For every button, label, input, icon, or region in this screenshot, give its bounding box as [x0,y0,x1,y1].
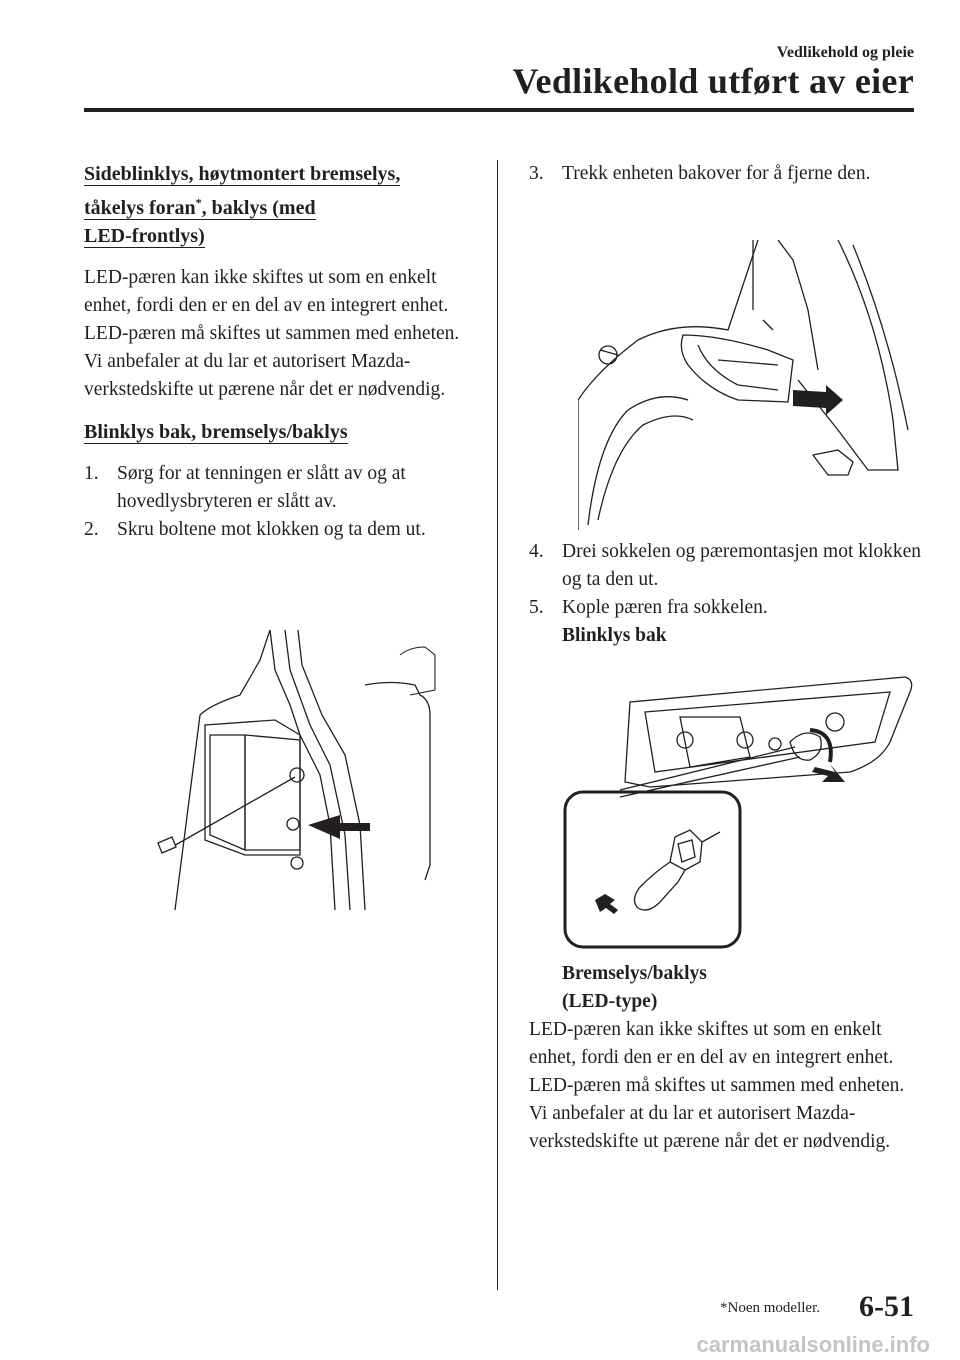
section-label: Vedlikehold og pleie [776,44,914,61]
page-title: Vedlikehold utført av eier [512,61,914,101]
watermark: carmanualsonline.info [696,1332,930,1357]
footnote: *Noen modeller. [720,1300,820,1316]
body-paragraph: LED-pæren må skiftes ut sammen med enheten. Vi anbefaler at du lar et autorisert Mazda-verkstedskifte ut pærene når det er nødvendig. [84,322,460,400]
left-column [84,160,474,544]
body-paragraph: LED-pæren kan ikke skiftes ut som en enkelt enhet, fordi den er en del av en integrert enhet. [529,1019,894,1068]
page-number: 6-51 [859,1290,914,1323]
heading-blinklys-bak: Blinklys bak, bremselys/baklys [84,420,348,443]
pull-unit-illustration [578,240,913,530]
label-bremselys: Bremselys/baklys [562,963,707,984]
body-paragraph: LED-pæren kan ikke skiftes ut som en enkelt enhet, fordi den er en del av en integrert enhet. [84,266,449,316]
step-2: 2. Skru boltene mot klokken og ta dem ut. [84,518,426,540]
body-paragraph: LED-pæren må skiftes ut sammen med enheten. Vi anbefaler at du lar et autorisert Mazda-verkstedskifte ut pærene når det er nødvendig. [529,1075,905,1152]
step-1: 1. Sørg for at tenningen er slått av og at hovedlysbryteren er slått av. [84,462,406,512]
step-4: 4. Drei sokkelen og pæremontasjen mot klokken og ta den ut. [529,541,922,590]
steps-4-5 [529,538,924,650]
label-led-type: (LED-type) [562,991,658,1012]
right-column [529,160,924,188]
heading-sideblinklys: Sideblinklys, høytmontert bremselys, tåkelys foran*, baklys (med LED-frontlys) [84,163,401,247]
step-3: 3. Trekk enheten bakover for å fjerne den. [529,163,871,184]
column-divider [497,160,498,1290]
label-blinklys-bak: Blinklys bak [562,625,667,646]
brems-section [529,960,924,1156]
header-rule [84,108,914,112]
socket-bulb-illustration [560,672,915,952]
step-5: 5. Kople pæren fra sokkelen. [529,597,768,618]
bolt-removal-illustration [150,625,450,915]
